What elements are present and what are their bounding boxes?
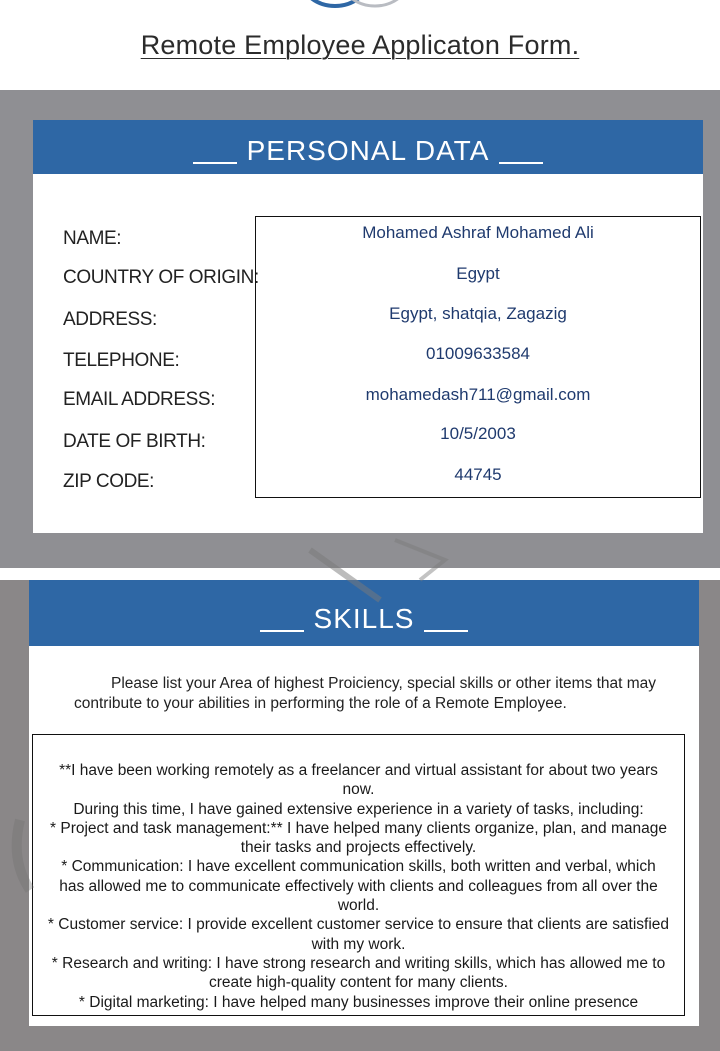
skills-line: * Customer service: I provide excellent customer service to ensure that clients are satisfied with my work.: [47, 916, 670, 953]
value-dob: 10/5/2003: [440, 424, 516, 443]
skills-line: During this time, I have gained extensive experience in a variety of tasks, including:: [73, 800, 644, 818]
skills-line: **I have been working remotely as a freelancer and virtual assistant for about two years now.: [59, 762, 658, 799]
value-email: mohamedash711@gmail.com: [365, 385, 591, 404]
label-email: EMAIL ADDRESS:: [63, 389, 216, 410]
label-dob: DATE OF BIRTH:: [63, 431, 206, 452]
heading-rule-right: [499, 162, 543, 164]
skills-instructions: Please list your Area of highest Proiciency, special skills or other items that may contribute to your abilities in performing the role of a Remote Employee.: [74, 675, 657, 712]
logo-icon: [290, 0, 420, 8]
skills-answer-box: [32, 734, 685, 1016]
skills-line: * Research and writing: I have strong research and writing skills, which has allowed me to create high-quality content for many clients.: [51, 954, 666, 992]
label-name: NAME:: [63, 228, 122, 249]
label-address: ADDRESS:: [63, 309, 157, 330]
skills-line: * Project and task management:** I have helped many clients organize, plan, and manage their tasks and projects effectively.: [50, 819, 667, 857]
label-zip: ZIP CODE:: [63, 471, 155, 492]
label-telephone: TELEPHONE:: [63, 350, 180, 371]
skills-card: [29, 580, 699, 1026]
heading-rule-left: [193, 162, 237, 164]
personal-data-heading: PERSONAL DATA: [246, 135, 490, 166]
skills-header: [29, 580, 699, 646]
skills-line: * Digital marketing: I have helped many businesses improve their online presence: [78, 993, 639, 1011]
label-country: COUNTRY OF ORIGIN:: [63, 267, 259, 288]
value-zip: 44745: [454, 465, 502, 484]
value-name: Mohamed Ashraf Mohamed Ali: [362, 223, 594, 242]
personal-values-box: [255, 216, 701, 498]
value-address: Egypt, shatqia, Zagazig: [389, 304, 567, 323]
value-country: Egypt: [456, 264, 500, 283]
personal-data-header: [33, 120, 703, 174]
personal-data-card: [33, 120, 703, 533]
form-title: Remote Employee Applicaton Form.: [140, 30, 580, 60]
heading-rule-left: [260, 630, 304, 632]
value-telephone: 01009633584: [425, 344, 530, 363]
heading-rule-right: [424, 630, 468, 632]
skills-heading: SKILLS: [313, 603, 415, 634]
skills-line: * Communication: I have excellent communication skills, both written and verbal, which has allowed me to communicate effectively with clients and colleagues from all over the world.: [59, 858, 658, 915]
